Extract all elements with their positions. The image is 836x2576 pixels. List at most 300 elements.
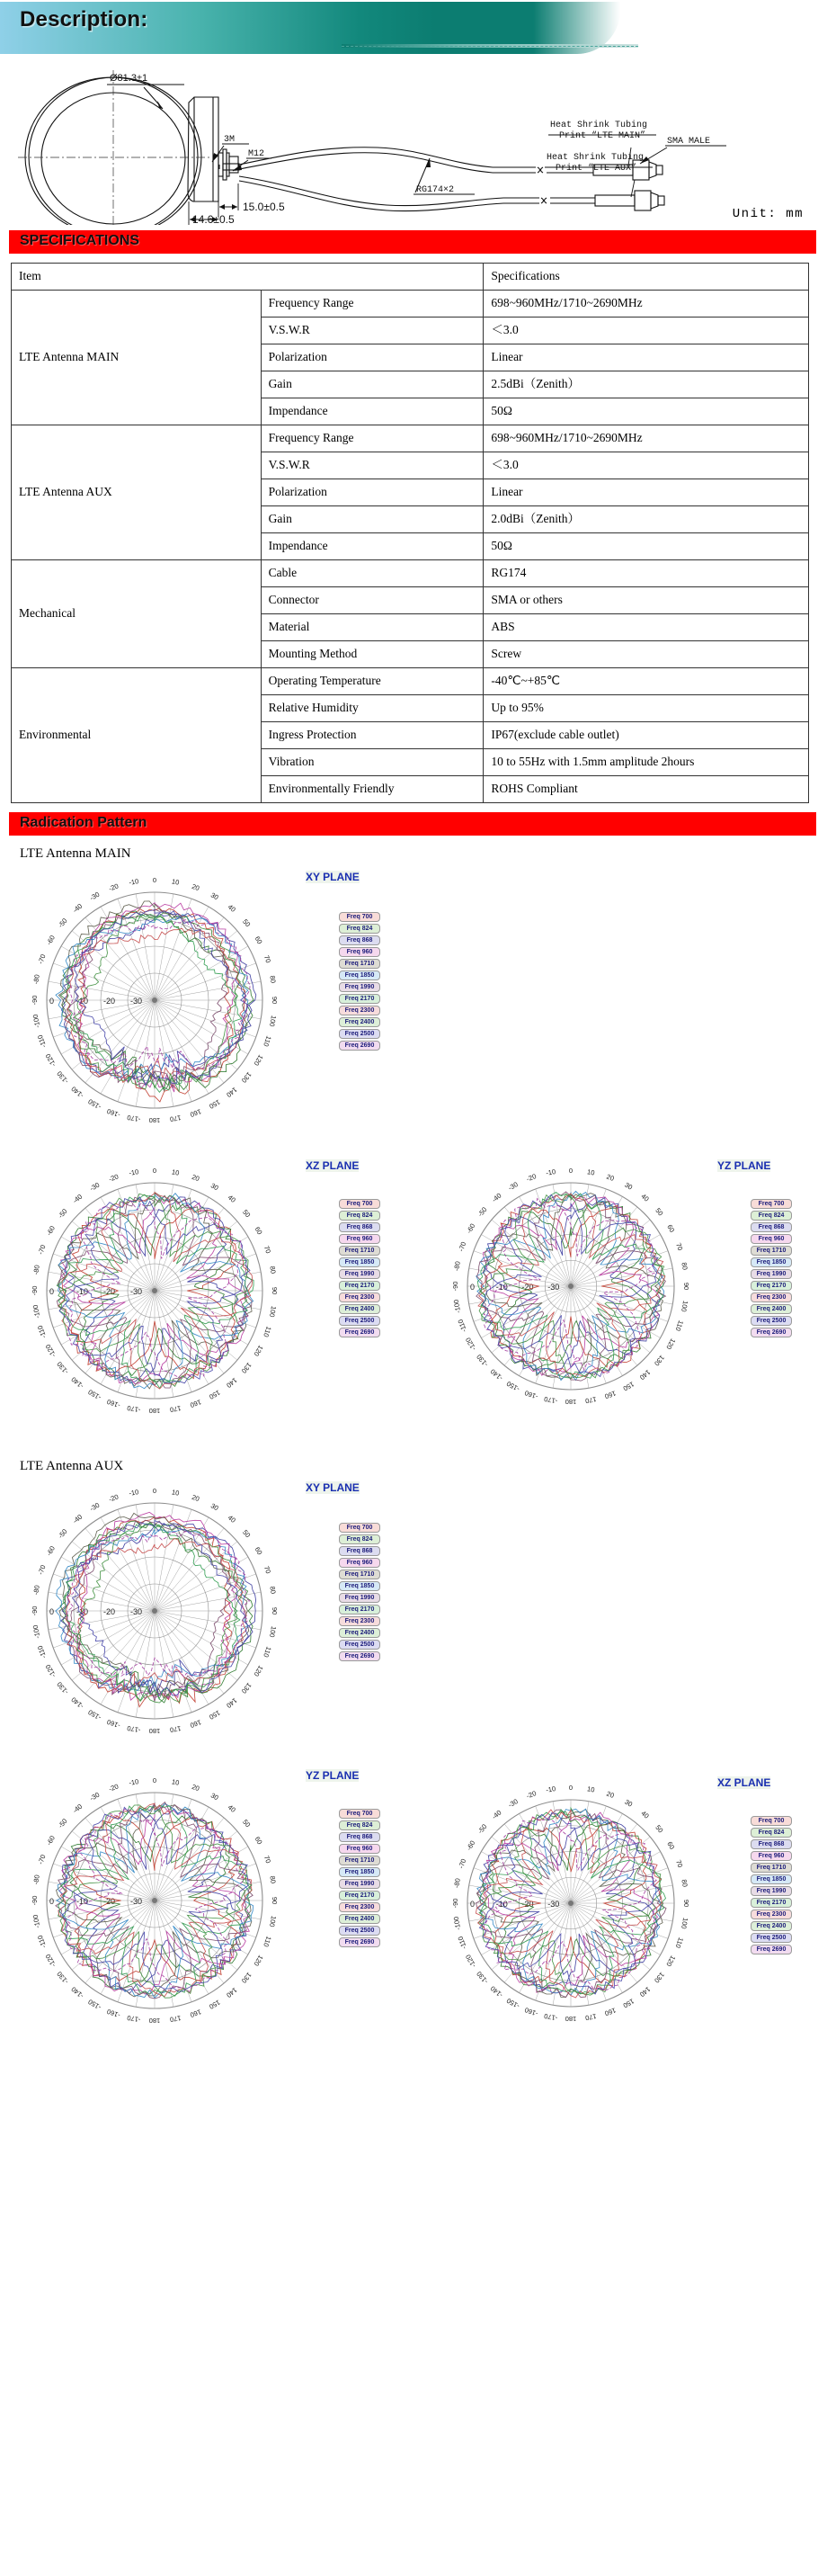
svg-text:-70: -70 — [36, 953, 48, 965]
svg-text:-20: -20 — [103, 1287, 116, 1296]
table-row — [12, 668, 809, 695]
banner-tail-dashed — [342, 45, 638, 47]
svg-text:150: 150 — [621, 1997, 636, 2010]
heat-shrink-aux-label: Heat Shrink Tubing — [547, 153, 645, 163]
svg-text:10: 10 — [171, 1167, 181, 1177]
heat-shrink-aux-print: Print “LTE AUX” — [556, 164, 637, 174]
svg-text:130: 130 — [239, 1681, 253, 1695]
svg-text:-20: -20 — [521, 1900, 534, 1909]
svg-text:140: 140 — [637, 1984, 653, 1999]
legend-item[interactable]: Freq 2170 — [339, 1605, 380, 1614]
plot-row-main-2 — [0, 1156, 836, 1448]
svg-text:-40: -40 — [71, 901, 84, 915]
legend-item[interactable]: Freq 824 — [339, 1534, 380, 1544]
svg-text:-10: -10 — [76, 997, 89, 1006]
legend-item[interactable]: Freq 824 — [751, 1828, 792, 1838]
param-cell: Gain — [261, 371, 484, 398]
legend-item[interactable]: Freq 824 — [751, 1211, 792, 1221]
svg-text:-80: -80 — [31, 1874, 41, 1885]
legend-item[interactable]: Freq 2400 — [339, 1017, 380, 1027]
legend-item[interactable]: Freq 2170 — [751, 1898, 792, 1908]
value-cell: 50Ω — [484, 398, 809, 425]
svg-text:90: 90 — [682, 1899, 691, 1908]
polar-center — [152, 997, 157, 1003]
svg-text:-100: -100 — [31, 1914, 42, 1929]
svg-text:70: 70 — [262, 1854, 273, 1865]
svg-text:-30: -30 — [130, 1607, 143, 1616]
svg-text:10: 10 — [586, 1167, 596, 1177]
svg-text:40: 40 — [639, 1192, 651, 1203]
legend-item[interactable]: Freq 2170 — [339, 1281, 380, 1291]
svg-text:110: 110 — [262, 1645, 273, 1659]
svg-text:30: 30 — [209, 890, 220, 902]
svg-text:90: 90 — [682, 1282, 691, 1291]
svg-text:-60: -60 — [465, 1221, 477, 1235]
svg-text:-90: -90 — [450, 1281, 459, 1292]
value-cell: 2.0dBi（Zenith） — [484, 506, 809, 533]
polar-center — [152, 1608, 157, 1614]
svg-text:90: 90 — [271, 996, 280, 1005]
legend-item[interactable]: Freq 2690 — [339, 1937, 380, 1947]
svg-text:-60: -60 — [44, 934, 57, 947]
svg-text:50: 50 — [654, 1206, 665, 1218]
group-name-cell: Environmental — [12, 668, 262, 803]
svg-text:170: 170 — [169, 1113, 182, 1124]
svg-text:-70: -70 — [36, 1563, 48, 1576]
param-cell: Gain — [261, 506, 484, 533]
unit-label: Unit: mm — [732, 207, 804, 221]
legend-item[interactable]: Freq 868 — [339, 1832, 380, 1842]
legend-item[interactable]: Freq 700 — [339, 912, 380, 922]
svg-text:160: 160 — [189, 1398, 203, 1409]
header-item: Item — [12, 264, 484, 291]
svg-text:-130: -130 — [475, 1969, 490, 1986]
legend-item[interactable]: Freq 960 — [339, 947, 380, 957]
specifications-title: SPECIFICATIONS — [20, 233, 140, 248]
value-cell: 2.5dBi（Zenith） — [484, 371, 809, 398]
legend-item[interactable]: Freq 2300 — [751, 1292, 792, 1302]
param-cell: Ingress Protection — [261, 722, 484, 749]
legend-item[interactable]: Freq 2300 — [339, 1006, 380, 1015]
svg-text:50: 50 — [241, 1528, 253, 1540]
polar-plot — [20, 1766, 289, 2035]
value-cell: ABS — [484, 614, 809, 641]
svg-text:-30: -30 — [88, 1790, 102, 1802]
svg-text:80: 80 — [268, 1585, 278, 1595]
svg-text:-120: -120 — [464, 1336, 478, 1353]
svg-text:140: 140 — [225, 1985, 239, 1999]
svg-text:-60: -60 — [465, 1838, 477, 1852]
svg-text:-140: -140 — [488, 1984, 505, 1999]
legend-item[interactable]: Freq 824 — [339, 924, 380, 934]
svg-text:0: 0 — [152, 1775, 157, 1784]
legend-item[interactable]: Freq 868 — [339, 935, 380, 945]
svg-text:-90: -90 — [30, 1895, 39, 1906]
svg-text:50: 50 — [241, 1208, 253, 1220]
svg-text:30: 30 — [209, 1501, 220, 1513]
legend-item[interactable]: Freq 1990 — [339, 1269, 380, 1279]
legend-item[interactable]: Freq 2400 — [339, 1914, 380, 1924]
value-cell: -40℃~+85℃ — [484, 668, 809, 695]
series-freq-2300 — [65, 928, 245, 1079]
connector-label: SMA MALE — [667, 137, 711, 147]
legend-item[interactable]: Freq 960 — [339, 1558, 380, 1568]
svg-text:-100: -100 — [31, 1304, 42, 1319]
svg-text:20: 20 — [191, 881, 201, 893]
legend-item[interactable]: Freq 2170 — [751, 1281, 792, 1291]
svg-text:90: 90 — [271, 1896, 280, 1905]
legend-item[interactable]: Freq 1710 — [751, 1246, 792, 1256]
value-cell: 698~960MHz/1710~2690MHz — [484, 291, 809, 318]
svg-text:-10: -10 — [128, 1167, 139, 1177]
legend-item[interactable]: Freq 2500 — [339, 1926, 380, 1936]
legend-item[interactable]: Freq 1710 — [339, 1856, 380, 1865]
svg-text:-50: -50 — [56, 1817, 69, 1830]
plot-aux-yz — [20, 1766, 375, 2035]
legend-item[interactable]: Freq 700 — [339, 1809, 380, 1819]
svg-text:120: 120 — [252, 1053, 265, 1068]
svg-text:-150: -150 — [86, 1096, 102, 1112]
svg-text:80: 80 — [268, 1874, 278, 1884]
svg-text:-150: -150 — [504, 1379, 521, 1393]
legend-item[interactable]: Freq 1710 — [751, 1863, 792, 1873]
svg-text:110: 110 — [262, 1034, 273, 1048]
antenna-outer-ring — [29, 77, 201, 225]
legend-item[interactable]: Freq 1990 — [339, 982, 380, 992]
legend-item[interactable]: Freq 2300 — [339, 1292, 380, 1302]
sma-connector-aux — [635, 191, 651, 210]
specifications-section-bar — [9, 230, 816, 254]
legend-item[interactable]: Freq 2170 — [339, 1891, 380, 1901]
svg-text:-10: -10 — [545, 1167, 556, 1177]
svg-text:170: 170 — [584, 1395, 598, 1406]
legend-item[interactable]: Freq 1710 — [339, 1246, 380, 1256]
svg-text:-70: -70 — [457, 1240, 468, 1253]
svg-text:-170: -170 — [543, 2011, 558, 2023]
legend-item[interactable]: Freq 2400 — [751, 1921, 792, 1931]
legend-item[interactable]: Freq 2500 — [751, 1933, 792, 1943]
legend-item[interactable]: Freq 700 — [751, 1816, 792, 1826]
svg-text:40: 40 — [226, 1513, 237, 1525]
svg-text:0: 0 — [49, 1607, 55, 1616]
specifications-table-wrap — [0, 254, 836, 803]
legend-item[interactable]: Freq 1850 — [339, 970, 380, 980]
svg-text:-130: -130 — [55, 1970, 70, 1986]
legend-item[interactable]: Freq 2500 — [339, 1640, 380, 1650]
legend-item[interactable]: Freq 960 — [751, 1234, 792, 1244]
svg-text:80: 80 — [268, 974, 278, 984]
legend-item[interactable]: Freq 1710 — [339, 1570, 380, 1579]
legend-item[interactable]: Freq 1850 — [339, 1581, 380, 1591]
svg-text:20: 20 — [605, 1172, 616, 1183]
legend-item[interactable]: Freq 2500 — [339, 1316, 380, 1326]
svg-text:100: 100 — [680, 1300, 690, 1313]
svg-text:-110: -110 — [35, 1934, 49, 1950]
param-cell: V.S.W.R — [261, 318, 484, 344]
svg-text:-90: -90 — [30, 1285, 39, 1296]
header-spec: Specifications — [484, 264, 809, 291]
dim-height-label: 15.0±0.5 — [243, 201, 285, 213]
svg-text:-100: -100 — [451, 1916, 463, 1931]
svg-text:-170: -170 — [126, 1403, 141, 1415]
dim-base-label: 14.6±0.5 — [192, 213, 235, 225]
value-cell: 10 to 55Hz with 1.5mm amplitude 2hours — [484, 749, 809, 776]
svg-text:10: 10 — [586, 1784, 596, 1794]
legend-item[interactable]: Freq 1710 — [339, 959, 380, 969]
svg-text:-90: -90 — [450, 1898, 459, 1909]
plot-main-xz — [20, 1156, 375, 1426]
value-cell: Up to 95% — [484, 695, 809, 722]
svg-text:110: 110 — [673, 1936, 686, 1950]
svg-text:-20: -20 — [107, 1172, 120, 1184]
svg-text:130: 130 — [239, 1070, 253, 1085]
svg-text:-120: -120 — [43, 1663, 58, 1679]
svg-text:-20: -20 — [107, 1492, 120, 1504]
legend-item[interactable]: Freq 868 — [339, 1222, 380, 1232]
param-cell: Frequency Range — [261, 425, 484, 452]
series-freq-2300 — [67, 1539, 247, 1691]
param-cell: Vibration — [261, 749, 484, 776]
plane-title: XY PLANE — [306, 871, 360, 883]
svg-text:90: 90 — [271, 1286, 280, 1295]
legend-item[interactable]: Freq 960 — [751, 1851, 792, 1861]
svg-text:-40: -40 — [71, 1802, 84, 1815]
svg-text:180: 180 — [148, 1407, 161, 1416]
svg-text:100: 100 — [267, 1915, 279, 1928]
svg-text:0: 0 — [49, 1287, 55, 1296]
svg-text:140: 140 — [225, 1375, 239, 1390]
svg-text:-80: -80 — [31, 1584, 41, 1596]
svg-text:-30: -30 — [506, 1180, 520, 1193]
svg-text:180: 180 — [148, 1727, 161, 1736]
svg-text:40: 40 — [226, 1802, 237, 1814]
svg-text:130: 130 — [239, 1361, 253, 1375]
antenna-main-label: LTE Antenna MAIN — [20, 846, 131, 861]
svg-text:-20: -20 — [525, 1789, 538, 1801]
svg-text:170: 170 — [169, 1723, 182, 1735]
svg-text:100: 100 — [267, 1305, 279, 1319]
svg-text:150: 150 — [208, 1097, 222, 1111]
legend-item[interactable]: Freq 2400 — [339, 1304, 380, 1314]
svg-text:-50: -50 — [476, 1205, 489, 1219]
param-cell: Mounting Method — [261, 641, 484, 668]
value-cell: RG174 — [484, 560, 809, 587]
legend-item[interactable]: Freq 1990 — [751, 1269, 792, 1279]
frequency-legend — [339, 912, 380, 1051]
svg-text:60: 60 — [253, 1835, 264, 1847]
table-header-row — [12, 264, 809, 291]
svg-text:-130: -130 — [55, 1069, 70, 1086]
svg-text:-170: -170 — [543, 1394, 558, 1406]
plane-title: XZ PLANE — [717, 1776, 771, 1789]
param-cell: Frequency Range — [261, 291, 484, 318]
polar-plot — [20, 1476, 289, 1746]
svg-text:-130: -130 — [55, 1360, 70, 1376]
table-row — [12, 425, 809, 452]
legend-item[interactable]: Freq 2690 — [339, 1041, 380, 1051]
polar-center — [152, 1288, 157, 1293]
legend-item[interactable]: Freq 1990 — [339, 1593, 380, 1603]
heat-shrink-aux — [595, 195, 635, 206]
plot-aux-xz — [440, 1773, 787, 2034]
svg-text:70: 70 — [674, 1241, 685, 1252]
legend-item[interactable]: Freq 2690 — [339, 1328, 380, 1337]
legend-item[interactable]: Freq 2170 — [339, 994, 380, 1004]
svg-text:-50: -50 — [56, 917, 69, 930]
svg-text:-160: -160 — [105, 1106, 121, 1120]
plot-row-aux-1 — [0, 1476, 836, 1766]
value-cell: Linear — [484, 479, 809, 506]
polar-plot — [20, 1156, 289, 1426]
svg-text:110: 110 — [673, 1319, 686, 1333]
svg-text:120: 120 — [252, 1344, 265, 1358]
svg-text:-130: -130 — [475, 1352, 490, 1369]
polar-center — [568, 1284, 574, 1289]
legend-item[interactable]: Freq 700 — [339, 1199, 380, 1209]
svg-text:30: 30 — [209, 1181, 220, 1193]
svg-text:-160: -160 — [523, 1388, 539, 1401]
svg-text:-30: -30 — [547, 1900, 560, 1909]
svg-text:-100: -100 — [31, 1014, 42, 1029]
svg-text:160: 160 — [603, 2006, 618, 2018]
legend-item[interactable]: Freq 2500 — [339, 1029, 380, 1039]
legend-item[interactable]: Freq 700 — [339, 1523, 380, 1533]
legend-item[interactable]: Freq 1850 — [751, 1257, 792, 1267]
svg-text:0: 0 — [49, 997, 55, 1006]
svg-text:-140: -140 — [488, 1367, 505, 1382]
legend-item[interactable]: Freq 960 — [339, 1844, 380, 1854]
param-cell: Environmentally Friendly — [261, 776, 484, 803]
legend-item[interactable]: Freq 2400 — [751, 1304, 792, 1314]
svg-text:-70: -70 — [457, 1857, 468, 1870]
svg-text:100: 100 — [680, 1917, 690, 1930]
legend-item[interactable]: Freq 2690 — [751, 1328, 792, 1337]
svg-text:-50: -50 — [476, 1822, 489, 1836]
param-cell: Connector — [261, 587, 484, 614]
svg-text:-170: -170 — [126, 1113, 141, 1124]
svg-text:-60: -60 — [44, 1834, 57, 1847]
svg-text:30: 30 — [623, 1180, 635, 1192]
svg-text:60: 60 — [665, 1839, 677, 1851]
svg-text:-110: -110 — [35, 1033, 49, 1050]
svg-text:170: 170 — [169, 2013, 182, 2025]
svg-text:0: 0 — [568, 1783, 574, 1792]
svg-text:-20: -20 — [525, 1172, 538, 1184]
svg-text:-30: -30 — [130, 997, 143, 1006]
svg-text:70: 70 — [262, 953, 273, 964]
plot-main-xy — [20, 865, 375, 1135]
svg-text:0: 0 — [152, 1486, 157, 1495]
legend-item[interactable]: Freq 868 — [339, 1546, 380, 1556]
svg-text:170: 170 — [584, 2012, 598, 2023]
svg-text:110: 110 — [262, 1325, 273, 1338]
diameter-label: Ø81.3±1 — [110, 73, 148, 84]
svg-text:-30: -30 — [130, 1897, 143, 1906]
legend-item[interactable]: Freq 868 — [751, 1839, 792, 1849]
svg-text:100: 100 — [267, 1015, 279, 1028]
value-cell: ＜3.0 — [484, 452, 809, 479]
legend-item[interactable]: Freq 2690 — [751, 1945, 792, 1954]
svg-text:180: 180 — [148, 1116, 161, 1125]
svg-text:-30: -30 — [547, 1283, 560, 1292]
param-cell: Relative Humidity — [261, 695, 484, 722]
svg-text:-20: -20 — [521, 1283, 534, 1292]
legend-item[interactable]: Freq 2300 — [339, 1902, 380, 1912]
svg-text:0: 0 — [152, 1166, 157, 1175]
legend-item[interactable]: Freq 960 — [339, 1234, 380, 1244]
svg-text:-110: -110 — [35, 1324, 49, 1340]
legend-item[interactable]: Freq 1850 — [339, 1257, 380, 1267]
svg-text:160: 160 — [189, 2008, 203, 2019]
value-cell: 698~960MHz/1710~2690MHz — [484, 425, 809, 452]
value-cell: IP67(exclude cable outlet) — [484, 722, 809, 749]
legend-item[interactable]: Freq 1850 — [751, 1874, 792, 1884]
legend-item[interactable]: Freq 2300 — [751, 1910, 792, 1919]
legend-item[interactable]: Freq 824 — [339, 1820, 380, 1830]
legend-item[interactable]: Freq 2400 — [339, 1628, 380, 1638]
banner-title: Description: — [20, 7, 148, 31]
svg-text:-110: -110 — [456, 1935, 468, 1951]
svg-text:160: 160 — [189, 1718, 203, 1730]
antenna-side-body — [188, 97, 218, 201]
frequency-legend — [339, 1523, 380, 1661]
legend-item[interactable]: Freq 1990 — [339, 1879, 380, 1889]
legend-item[interactable]: Freq 1990 — [751, 1886, 792, 1896]
svg-text:-10: -10 — [495, 1900, 508, 1909]
frequency-legend — [751, 1816, 792, 1954]
group-name-cell: Mechanical — [12, 560, 262, 668]
svg-text:-20: -20 — [103, 997, 116, 1006]
svg-text:180: 180 — [148, 2017, 161, 2026]
legend-item[interactable]: Freq 700 — [751, 1199, 792, 1209]
svg-text:80: 80 — [268, 1265, 278, 1275]
legend-item[interactable]: Freq 2500 — [751, 1316, 792, 1326]
polar-plot — [20, 865, 289, 1135]
svg-text:-140: -140 — [69, 1695, 85, 1711]
legend-item[interactable]: Freq 2690 — [339, 1651, 380, 1661]
svg-text:10: 10 — [171, 1777, 181, 1787]
table-row — [12, 560, 809, 587]
legend-item[interactable]: Freq 824 — [339, 1211, 380, 1221]
legend-item[interactable]: Freq 868 — [751, 1222, 792, 1232]
svg-text:0: 0 — [470, 1283, 476, 1292]
value-cell: 50Ω — [484, 533, 809, 560]
svg-text:-10: -10 — [76, 1607, 89, 1616]
radiation-section-bar — [9, 812, 816, 836]
legend-item[interactable]: Freq 2300 — [339, 1616, 380, 1626]
svg-text:-40: -40 — [71, 1512, 84, 1525]
legend-item[interactable]: Freq 1850 — [339, 1867, 380, 1877]
svg-text:110: 110 — [262, 1935, 273, 1948]
svg-text:50: 50 — [654, 1823, 665, 1835]
heat-shrink-main-label: Heat Shrink Tubing — [550, 121, 648, 130]
svg-text:120: 120 — [252, 1664, 265, 1678]
polar-center — [152, 1898, 157, 1903]
svg-text:60: 60 — [253, 935, 264, 946]
svg-text:-10: -10 — [128, 1777, 139, 1787]
svg-text:-150: -150 — [86, 1997, 102, 2012]
svg-text:30: 30 — [623, 1797, 635, 1809]
svg-text:140: 140 — [225, 1695, 239, 1710]
svg-text:-110: -110 — [456, 1318, 468, 1334]
svg-text:150: 150 — [208, 1388, 222, 1401]
plot-aux-xy — [20, 1476, 375, 1746]
svg-text:10: 10 — [171, 1488, 181, 1498]
svg-text:-40: -40 — [490, 1808, 503, 1821]
group-name-cell: LTE Antenna AUX — [12, 425, 262, 560]
svg-text:140: 140 — [637, 1367, 653, 1382]
svg-text:180: 180 — [565, 2015, 577, 2024]
